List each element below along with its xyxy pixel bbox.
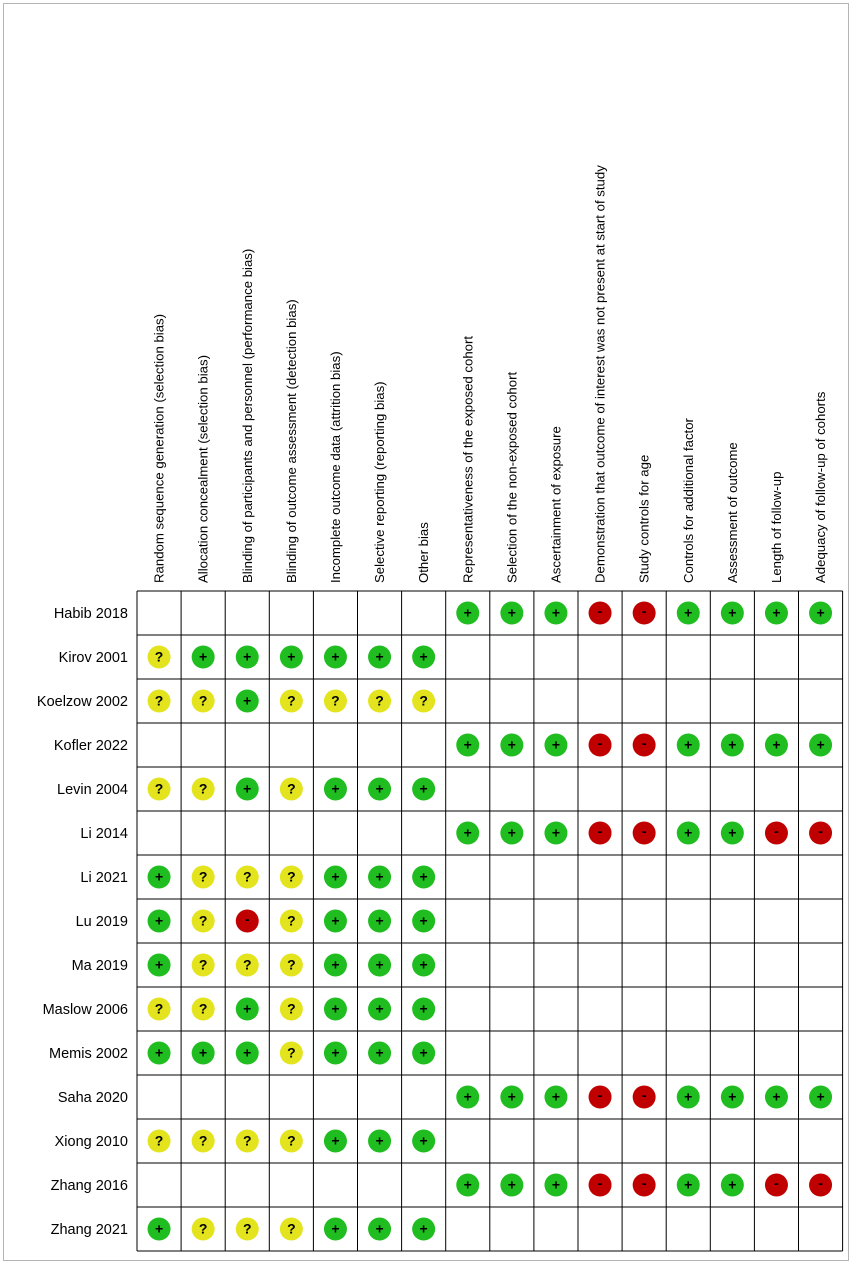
study-label: Xiong 2010 [54,1134,128,1150]
low-risk-mark [677,734,700,757]
high-risk-mark [809,822,832,845]
low-risk-mark [324,1042,347,1065]
rating-symbol: + [463,1088,472,1105]
rating-symbol: + [419,1220,428,1237]
rating-symbol: ? [242,1220,252,1237]
low-risk-mark [544,1086,567,1109]
rating-symbol: + [507,604,516,621]
unclear-risk-mark [236,954,259,977]
rating-symbol: + [375,780,384,797]
rating-symbol: ? [154,648,164,665]
rating-symbol: - [641,1175,647,1191]
column-header-14: Assessment of outcome [724,442,740,583]
rating-symbol: + [243,648,252,665]
low-risk-mark [192,1042,215,1065]
low-risk-mark [544,1174,567,1197]
column-header-4: Blinding of outcome assessment (detection bias) [283,299,299,583]
low-risk-mark [324,1130,347,1153]
low-risk-mark [412,1218,435,1241]
low-risk-mark [324,954,347,977]
low-risk-mark [324,778,347,801]
unclear-risk-mark [192,954,215,977]
rating-symbol: - [597,823,603,839]
column-header-5: Incomplete outcome data (attrition bias) [327,351,343,583]
rating-symbol: + [287,648,296,665]
rating-symbol: + [772,736,781,753]
unclear-risk-mark [412,690,435,713]
rating-symbol: ? [198,1220,208,1237]
low-risk-mark [368,998,391,1021]
low-risk-mark [368,910,391,933]
study-label: Zhang 2021 [50,1222,128,1238]
rating-symbol: + [331,912,340,929]
rating-symbol: ? [198,956,208,973]
rating-symbol: ? [375,692,384,709]
low-risk-mark [236,690,259,713]
rating-symbol: + [419,1000,428,1017]
rating-symbol: ? [154,1132,164,1149]
low-risk-mark [721,734,744,757]
unclear-risk-mark [192,866,215,889]
rating-symbol: + [331,1220,340,1237]
low-risk-mark [324,646,347,669]
column-header-6: Selective reporting (reporting bias) [372,381,388,583]
low-risk-mark [280,646,303,669]
rating-symbol: + [331,1132,340,1149]
rating-symbol: + [816,604,825,621]
low-risk-mark [721,602,744,625]
high-risk-mark [633,1174,656,1197]
rating-symbol: + [551,1088,561,1105]
rating-symbol: + [375,1220,384,1237]
low-risk-mark [412,1130,435,1153]
low-risk-mark [677,1174,700,1197]
rating-symbol: + [375,956,384,973]
low-risk-mark [368,1042,391,1065]
high-risk-mark [589,1086,612,1109]
high-risk-mark [633,1086,656,1109]
low-risk-mark [456,1086,479,1109]
column-header-12: Study controls for age [636,454,652,583]
rating-symbol: - [641,735,647,751]
rating-symbol: + [728,1176,737,1193]
rating-symbol: - [818,1175,823,1191]
rating-symbol: - [597,1087,603,1103]
unclear-risk-mark [192,1218,215,1241]
low-risk-mark [148,910,171,933]
unclear-risk-mark [324,690,347,713]
column-header-15: Length of follow-up [768,471,784,583]
rating-symbol: + [331,1000,340,1017]
low-risk-mark [809,734,832,757]
rating-symbol: ? [154,780,164,797]
rating-symbol: ? [419,692,428,709]
high-risk-mark [589,822,612,845]
low-risk-mark [500,1174,523,1197]
rating-symbol: + [551,824,561,841]
column-header-1: Random sequence generation (selection bias) [151,313,167,583]
column-header-7: Other bias [416,522,432,583]
unclear-risk-mark [280,998,303,1021]
rating-symbol: + [728,1088,737,1105]
low-risk-mark [677,1086,700,1109]
unclear-risk-mark [280,778,303,801]
rating-symbol: ? [287,1000,296,1017]
high-risk-mark [589,1174,612,1197]
high-risk-mark [589,602,612,625]
high-risk-mark [765,822,788,845]
low-risk-mark [721,1086,744,1109]
unclear-risk-mark [148,998,171,1021]
rating-symbol: + [728,736,737,753]
column-header-10: Ascertainment of exposure [548,426,564,583]
rating-symbol: + [684,1176,693,1193]
low-risk-mark [412,866,435,889]
rating-symbol: + [419,780,428,797]
rating-symbol: - [244,911,250,927]
rating-symbol: ? [287,692,296,709]
low-risk-mark [148,954,171,977]
rating-symbol: + [375,868,384,885]
rating-symbol: + [419,1132,428,1149]
column-header-3: Blinding of participants and personnel (performance bias) [239,248,255,583]
low-risk-mark [412,954,435,977]
low-risk-mark [324,1218,347,1241]
unclear-risk-mark [148,1130,171,1153]
rating-symbol: + [419,1044,428,1061]
rating-symbol: - [641,823,647,839]
unclear-risk-mark [148,690,171,713]
rating-symbol: + [463,604,472,621]
low-risk-mark [412,778,435,801]
row-labels [37,606,128,1238]
rating-symbol: + [551,736,561,753]
high-risk-mark [633,822,656,845]
high-risk-mark [589,734,612,757]
low-risk-mark [677,602,700,625]
rating-symbol: ? [331,692,340,709]
rating-symbol: - [597,1175,603,1191]
rating-symbol: + [507,1088,516,1105]
unclear-risk-mark [192,690,215,713]
unclear-risk-mark [148,646,171,669]
rating-symbol: + [375,1044,384,1061]
study-label: Saha 2020 [57,1090,128,1106]
rating-symbol: - [774,823,779,839]
study-label: Kirov 2001 [58,650,128,666]
rating-symbol: + [199,648,208,665]
rating-symbol: + [154,1044,164,1061]
low-risk-mark [544,602,567,625]
low-risk-mark [148,1218,171,1241]
study-label: Li 2014 [80,826,128,842]
rating-symbol: + [154,868,164,885]
rating-symbol: ? [287,1220,296,1237]
study-label: Memis 2002 [49,1046,128,1062]
rating-symbol: + [331,648,340,665]
study-label: Maslow 2006 [42,1002,128,1018]
unclear-risk-mark [280,1218,303,1241]
rating-symbol: + [684,1088,693,1105]
unclear-risk-mark [192,910,215,933]
unclear-risk-mark [236,1130,259,1153]
rating-symbol: ? [198,1000,208,1017]
low-risk-mark [544,822,567,845]
low-risk-mark [368,954,391,977]
unclear-risk-mark [280,1130,303,1153]
low-risk-mark [456,602,479,625]
low-risk-mark [412,1042,435,1065]
rating-symbol: + [243,1000,252,1017]
rating-symbol: + [243,1044,252,1061]
column-header-9: Selection of the non-exposed cohort [504,371,520,583]
column-headers [152,165,829,583]
unclear-risk-mark [280,954,303,977]
rating-symbol: + [154,912,164,929]
rating-symbol: + [816,1088,825,1105]
low-risk-mark [765,734,788,757]
rating-symbol: + [728,604,737,621]
column-header-16: Adequacy of follow-up of cohorts [813,391,829,583]
unclear-risk-mark [280,866,303,889]
column-header-11: Demonstration that outcome of interest was not present at start of study [592,165,608,583]
rating-symbol: ? [287,956,296,973]
unclear-risk-mark [192,778,215,801]
study-label: Levin 2004 [57,782,128,798]
rating-symbol: + [772,1088,781,1105]
low-risk-mark [324,866,347,889]
low-risk-mark [148,866,171,889]
rating-symbol: + [331,1044,340,1061]
high-risk-mark [236,910,259,933]
unclear-risk-mark [368,690,391,713]
rating-symbol: ? [242,1132,252,1149]
low-risk-mark [809,1086,832,1109]
rating-symbol: + [419,648,428,665]
rating-symbol: - [774,1175,779,1191]
low-risk-mark [456,1174,479,1197]
study-label: Ma 2019 [71,958,128,974]
rating-symbol: + [419,868,428,885]
rating-symbol: + [772,604,781,621]
rating-symbol: ? [198,868,208,885]
unclear-risk-mark [280,910,303,933]
unclear-risk-mark [148,778,171,801]
rating-symbol: + [684,824,693,841]
study-label: Zhang 2016 [50,1178,128,1194]
rating-symbol: - [597,735,603,751]
rating-symbol: + [728,824,737,841]
rating-symbol: - [818,823,823,839]
rating-symbol: ? [198,1132,208,1149]
high-risk-mark [633,734,656,757]
low-risk-mark [721,822,744,845]
rating-symbol: ? [242,868,252,885]
rating-symbol: ? [287,1132,296,1149]
low-risk-mark [412,998,435,1021]
rating-symbol: ? [154,1000,164,1017]
high-risk-mark [633,602,656,625]
low-risk-mark [765,602,788,625]
low-risk-mark [324,910,347,933]
study-label: Lu 2019 [75,914,128,930]
rating-symbol: + [463,1176,472,1193]
low-risk-mark [412,646,435,669]
high-risk-mark [765,1174,788,1197]
rating-symbol: + [507,824,516,841]
rating-symbol: + [375,1000,384,1017]
rating-symbol: ? [242,956,252,973]
low-risk-mark [456,734,479,757]
rating-symbol: ? [287,780,296,797]
low-risk-mark [324,998,347,1021]
low-risk-mark [236,1042,259,1065]
low-risk-mark [500,822,523,845]
low-risk-mark [192,646,215,669]
low-risk-mark [368,1130,391,1153]
rating-symbol: + [463,824,472,841]
rating-symbol: - [597,603,603,619]
unclear-risk-mark [236,866,259,889]
rating-symbol: + [154,956,164,973]
unclear-risk-mark [280,1042,303,1065]
unclear-risk-mark [280,690,303,713]
rating-symbol: + [154,1220,164,1237]
low-risk-mark [500,1086,523,1109]
low-risk-mark [236,646,259,669]
low-risk-mark [500,602,523,625]
rating-symbol: + [551,604,561,621]
low-risk-mark [368,778,391,801]
rating-symbol: + [463,736,472,753]
low-risk-mark [148,1042,171,1065]
low-risk-mark [721,1174,744,1197]
low-risk-mark [809,602,832,625]
rating-symbol: + [375,648,384,665]
rating-symbol: + [375,1132,384,1149]
study-label: Koelzow 2002 [36,694,128,710]
low-risk-mark [456,822,479,845]
unclear-risk-mark [192,1130,215,1153]
study-label: Habib 2018 [53,606,128,622]
rating-symbol: + [331,868,340,885]
rating-symbol: + [551,1176,561,1193]
low-risk-mark [677,822,700,845]
rating-symbol: + [419,956,428,973]
low-risk-mark [544,734,567,757]
rating-symbol: ? [287,1044,296,1061]
rating-symbol: + [507,1176,516,1193]
rating-symbol: ? [154,692,164,709]
low-risk-mark [368,646,391,669]
rating-symbol: + [816,736,825,753]
low-risk-mark [412,910,435,933]
study-label: Li 2021 [80,870,128,886]
rating-symbol: ? [287,868,296,885]
rating-symbol: ? [287,912,296,929]
low-risk-mark [500,734,523,757]
rating-symbol: + [507,736,516,753]
low-risk-mark [236,778,259,801]
rating-symbol: ? [198,912,208,929]
rating-symbol: + [199,1044,208,1061]
rating-symbol: + [684,736,693,753]
low-risk-mark [765,1086,788,1109]
high-risk-mark [809,1174,832,1197]
rating-symbol: + [684,604,693,621]
column-header-2: Allocation concealment (selection bias) [195,355,211,583]
rating-symbol: ? [198,780,208,797]
rating-symbol: - [641,603,647,619]
unclear-risk-mark [236,1218,259,1241]
rating-symbol: ? [198,692,208,709]
rating-symbol: + [419,912,428,929]
rating-symbol: + [375,912,384,929]
column-header-13: Controls for additional factor [680,418,696,583]
low-risk-mark [236,998,259,1021]
study-label: Kofler 2022 [53,738,128,754]
low-risk-mark [368,866,391,889]
rating-symbol: + [243,780,252,797]
rating-symbol: + [331,780,340,797]
rating-symbol: + [243,692,252,709]
column-header-8: Representativeness of the exposed cohort [460,335,476,583]
rating-symbol: - [641,1087,647,1103]
unclear-risk-mark [192,998,215,1021]
low-risk-mark [368,1218,391,1241]
rating-symbol: + [331,956,340,973]
